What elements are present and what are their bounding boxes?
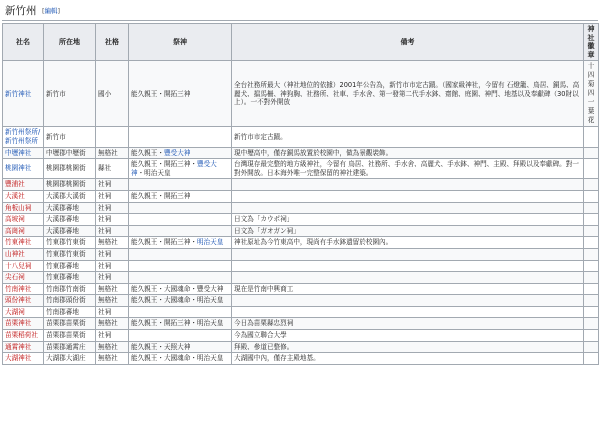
location-cell: 桃園郡桃園街 xyxy=(44,159,96,179)
deity-cell xyxy=(129,306,232,318)
deity-cell xyxy=(129,147,232,159)
shrine-name-link[interactable]: 頭份神社 xyxy=(3,295,44,307)
notes-cell: 新竹市市定古蹟。 xyxy=(232,127,584,147)
grade-cell: 無格社 xyxy=(96,295,129,307)
shrine-name-link[interactable]: 通霄神社 xyxy=(3,341,44,353)
column-header-location[interactable]: 所在地 xyxy=(44,24,96,61)
table-header-row xyxy=(3,24,599,61)
shrine-name-link[interactable]: 大湖神社 xyxy=(3,353,44,365)
table-row xyxy=(3,248,599,260)
notes-cell xyxy=(232,179,584,191)
notes-cell: 神社原址為今竹東高中，現尚有手水鉢遺留於校園內。 xyxy=(232,237,584,249)
table-row xyxy=(3,260,599,272)
deity-cell xyxy=(129,237,232,249)
location-cell: 大溪郡蕃地 xyxy=(44,225,96,237)
badge-cell xyxy=(584,295,599,307)
shrine-name-link[interactable]: 高崗祠 xyxy=(3,225,44,237)
badge-cell xyxy=(584,341,599,353)
shrine-name-link[interactable]: 新竹神社 xyxy=(3,61,44,127)
deity-cell xyxy=(129,330,232,342)
location-cell: 大溪郡蕃地 xyxy=(44,202,96,214)
badge-cell: 十四菊四一葉花 xyxy=(584,61,599,127)
badge-cell xyxy=(584,127,599,147)
location-cell: 竹東郡竹東街 xyxy=(44,248,96,260)
notes-cell: 拜殿、參道已整修。 xyxy=(232,341,584,353)
table-row xyxy=(3,295,599,307)
shrine-table xyxy=(2,23,599,365)
table-row xyxy=(3,272,599,284)
location-cell: 新竹市 xyxy=(44,61,96,127)
table-row xyxy=(3,353,599,365)
shrine-name-link[interactable]: 山神社 xyxy=(3,248,44,260)
location-cell: 苗栗郡苗栗街 xyxy=(44,318,96,330)
notes-cell xyxy=(232,306,584,318)
grade-cell: 社祠 xyxy=(96,214,129,226)
table-row xyxy=(3,127,599,147)
edit-section-link[interactable]: [編輯] xyxy=(42,7,61,15)
notes-cell: 日文為「カウポ祠」 xyxy=(232,214,584,226)
badge-cell xyxy=(584,190,599,202)
deity-cell xyxy=(129,353,232,365)
grade-cell: 無格社 xyxy=(96,353,129,365)
deity-cell xyxy=(129,248,232,260)
deity-text: 能久親王・開拓三神・明治天皇 xyxy=(131,319,224,328)
deity-cell xyxy=(129,260,232,272)
table-row xyxy=(3,341,599,353)
deity-text: 能久親王・開拓三神・ xyxy=(131,238,197,247)
notes-cell: 台灣現存最完整的地方級神社，今留有 鳥居、社務所、手水舍、高麗犬、手水鉢、神門、主殿、拜殿以及奉獻碑。對一對外開放。日本海外唯一完整保留的神社建築。 xyxy=(232,159,584,179)
table-row xyxy=(3,202,599,214)
grade-cell: 社祠 xyxy=(96,306,129,318)
shrine-name-link[interactable]: 竹南神社 xyxy=(3,283,44,295)
deity-text: 能久親王・ xyxy=(131,148,164,157)
grade-cell: 社祠 xyxy=(96,260,129,272)
location-cell: 新竹市 xyxy=(44,127,96,147)
location-cell: 竹南郡頭份街 xyxy=(44,295,96,307)
deity-cell xyxy=(129,61,232,127)
table-row xyxy=(3,147,599,159)
column-header-notes[interactable]: 備考 xyxy=(232,24,584,61)
grade-cell: 社祠 xyxy=(96,272,129,284)
table-row xyxy=(3,214,599,226)
grade-cell xyxy=(96,127,129,147)
notes-cell: 今日為苗栗縣忠烈祠 xyxy=(232,318,584,330)
grade-cell: 國小 xyxy=(96,61,129,127)
badge-cell xyxy=(584,272,599,284)
badge-cell xyxy=(584,159,599,179)
deity-text: 能久親王・大國魂命・豐受大神 xyxy=(131,284,224,293)
shrine-name-link[interactable]: 大溪社 xyxy=(3,190,44,202)
grade-cell: 無格社 xyxy=(96,283,129,295)
grade-cell: 社祠 xyxy=(96,179,129,191)
deity-text: 能久親王・開拓三神 xyxy=(131,89,191,98)
table-row xyxy=(3,283,599,295)
deity-text: 能久親王・大國魂命・明治天皇 xyxy=(131,296,224,305)
table-row xyxy=(3,306,599,318)
deity-cell xyxy=(129,127,232,147)
badge-cell xyxy=(584,202,599,214)
shrine-name-link[interactable]: 高坡祠 xyxy=(3,214,44,226)
location-cell: 中壢郡中壢街 xyxy=(44,147,96,159)
deity-cell xyxy=(129,190,232,202)
shrine-name-link[interactable]: 桃園神社 xyxy=(3,159,44,179)
badge-cell xyxy=(584,306,599,318)
notes-cell: 全台社務所最大（神社地位的依據）2001年公告為，新竹市市定古蹟。（國家級神社，今留有 石燈籠、鳥居、銅馬、高麗犬、擋馬柵、神狗胸、社務所、社車、手水舍、第一發第二代手水鉢、齋館、庭園、神門、地基以及奉獻碑（30財以上）。一不對外開放 xyxy=(232,61,584,127)
deity-cell xyxy=(129,179,232,191)
deity-text: 能久親王・大國魂命・明治天皇 xyxy=(131,354,224,363)
notes-cell xyxy=(232,190,584,202)
notes-cell: 大湖國中內，僅存主殿地基。 xyxy=(232,353,584,365)
location-cell: 竹東郡竹東街 xyxy=(44,237,96,249)
notes-cell xyxy=(232,248,584,260)
deity-link[interactable]: 明治天皇 xyxy=(196,238,224,247)
table-row xyxy=(3,318,599,330)
deity-text: ・明治天皇 xyxy=(137,168,171,177)
deity-cell xyxy=(129,272,232,284)
location-cell: 竹東郡蕃地 xyxy=(44,272,96,284)
badge-cell xyxy=(584,283,599,295)
grade-cell: 社祠 xyxy=(96,330,129,342)
notes-cell xyxy=(232,295,584,307)
shrine-name-link[interactable]: 苗栗神社 xyxy=(3,318,44,330)
location-cell: 竹東郡蕃地 xyxy=(44,260,96,272)
badge-cell xyxy=(584,248,599,260)
location-cell: 苗栗郡苗栗街 xyxy=(44,330,96,342)
grade-cell: 社祠 xyxy=(96,248,129,260)
table-row xyxy=(3,237,599,249)
shrine-name-link[interactable]: 大湖祠 xyxy=(3,306,44,318)
badge-cell xyxy=(584,147,599,159)
shrine-name-link[interactable]: 中壢神社 xyxy=(3,147,44,159)
deity-text: 能久親王・開拓三神 xyxy=(131,191,191,200)
grade-cell: 無格社 xyxy=(96,341,129,353)
section-header xyxy=(2,0,598,21)
grade-cell: 社祠 xyxy=(96,190,129,202)
location-cell: 大溪郡大溪街 xyxy=(44,190,96,202)
deity-link[interactable]: 豐受大神 xyxy=(131,160,217,177)
badge-cell xyxy=(584,353,599,365)
table-body xyxy=(3,61,599,364)
deity-cell xyxy=(129,159,232,179)
table-row xyxy=(3,179,599,191)
shrine-name-link[interactable]: 十八兒祠 xyxy=(3,260,44,272)
column-header-badge[interactable]: 神社徽章 xyxy=(584,24,599,61)
location-cell: 大湖郡大湖庄 xyxy=(44,353,96,365)
section-title: 新竹州 xyxy=(5,5,37,17)
deity-link[interactable]: 豐受大神 xyxy=(163,148,191,157)
grade-cell: 社祠 xyxy=(96,202,129,214)
table-row xyxy=(3,225,599,237)
grade-cell: 無格社 xyxy=(96,318,129,330)
deity-cell xyxy=(129,214,232,226)
grade-cell: 無格社 xyxy=(96,147,129,159)
notes-cell xyxy=(232,202,584,214)
shrine-name-link[interactable]: 苗栗稻荷社 xyxy=(3,330,44,342)
deity-cell xyxy=(129,341,232,353)
deity-cell xyxy=(129,295,232,307)
deity-cell xyxy=(129,283,232,295)
badge-cell xyxy=(584,179,599,191)
badge-cell xyxy=(584,225,599,237)
table-row xyxy=(3,159,599,179)
badge-cell xyxy=(584,214,599,226)
notes-cell: 現中壢高中，僅存銅馬放置於校園中，做為景觀裝飾。 xyxy=(232,147,584,159)
shrine-name-link[interactable]: 豐浦社 xyxy=(3,179,44,191)
notes-cell: 日文為「ガオガン祠」 xyxy=(232,225,584,237)
notes-cell: 現在是竹南中興商工 xyxy=(232,283,584,295)
notes-cell xyxy=(232,272,584,284)
notes-cell xyxy=(232,260,584,272)
column-header-name[interactable]: 社名 xyxy=(3,24,44,61)
grade-cell: 社祠 xyxy=(96,225,129,237)
shrine-name-link[interactable]: 角板山祠 xyxy=(3,202,44,214)
notes-cell: 今為國立聯合大學 xyxy=(232,330,584,342)
grade-cell: 縣社 xyxy=(96,159,129,179)
badge-cell xyxy=(584,330,599,342)
deity-text: 能久親王・開拓三神・ xyxy=(131,160,197,169)
location-cell: 大溪郡蕃地 xyxy=(44,214,96,226)
location-cell: 桃園郡桃園街 xyxy=(44,179,96,191)
edit-link-label[interactable]: 編輯 xyxy=(44,7,58,15)
deity-cell xyxy=(129,318,232,330)
shrine-name-link[interactable]: 新竹州祭所/新竹州祭所 xyxy=(3,127,44,147)
shrine-name-link[interactable]: 竹東神社 xyxy=(3,237,44,249)
deity-text: 能久親王・天照大神 xyxy=(131,342,191,351)
badge-cell xyxy=(584,237,599,249)
badge-cell xyxy=(584,260,599,272)
column-header-grade[interactable]: 社格 xyxy=(96,24,129,61)
location-cell: 竹南郡蕃地 xyxy=(44,306,96,318)
deity-cell xyxy=(129,225,232,237)
deity-cell xyxy=(129,202,232,214)
badge-cell xyxy=(584,318,599,330)
table-row xyxy=(3,61,599,127)
location-cell: 苗栗郡通霄庄 xyxy=(44,341,96,353)
grade-cell: 無格社 xyxy=(96,237,129,249)
column-header-deity[interactable]: 祭神 xyxy=(129,24,232,61)
table-row xyxy=(3,190,599,202)
shrine-name-link[interactable]: 尖石祠 xyxy=(3,272,44,284)
table-row xyxy=(3,330,599,342)
location-cell: 竹南郡竹南街 xyxy=(44,283,96,295)
